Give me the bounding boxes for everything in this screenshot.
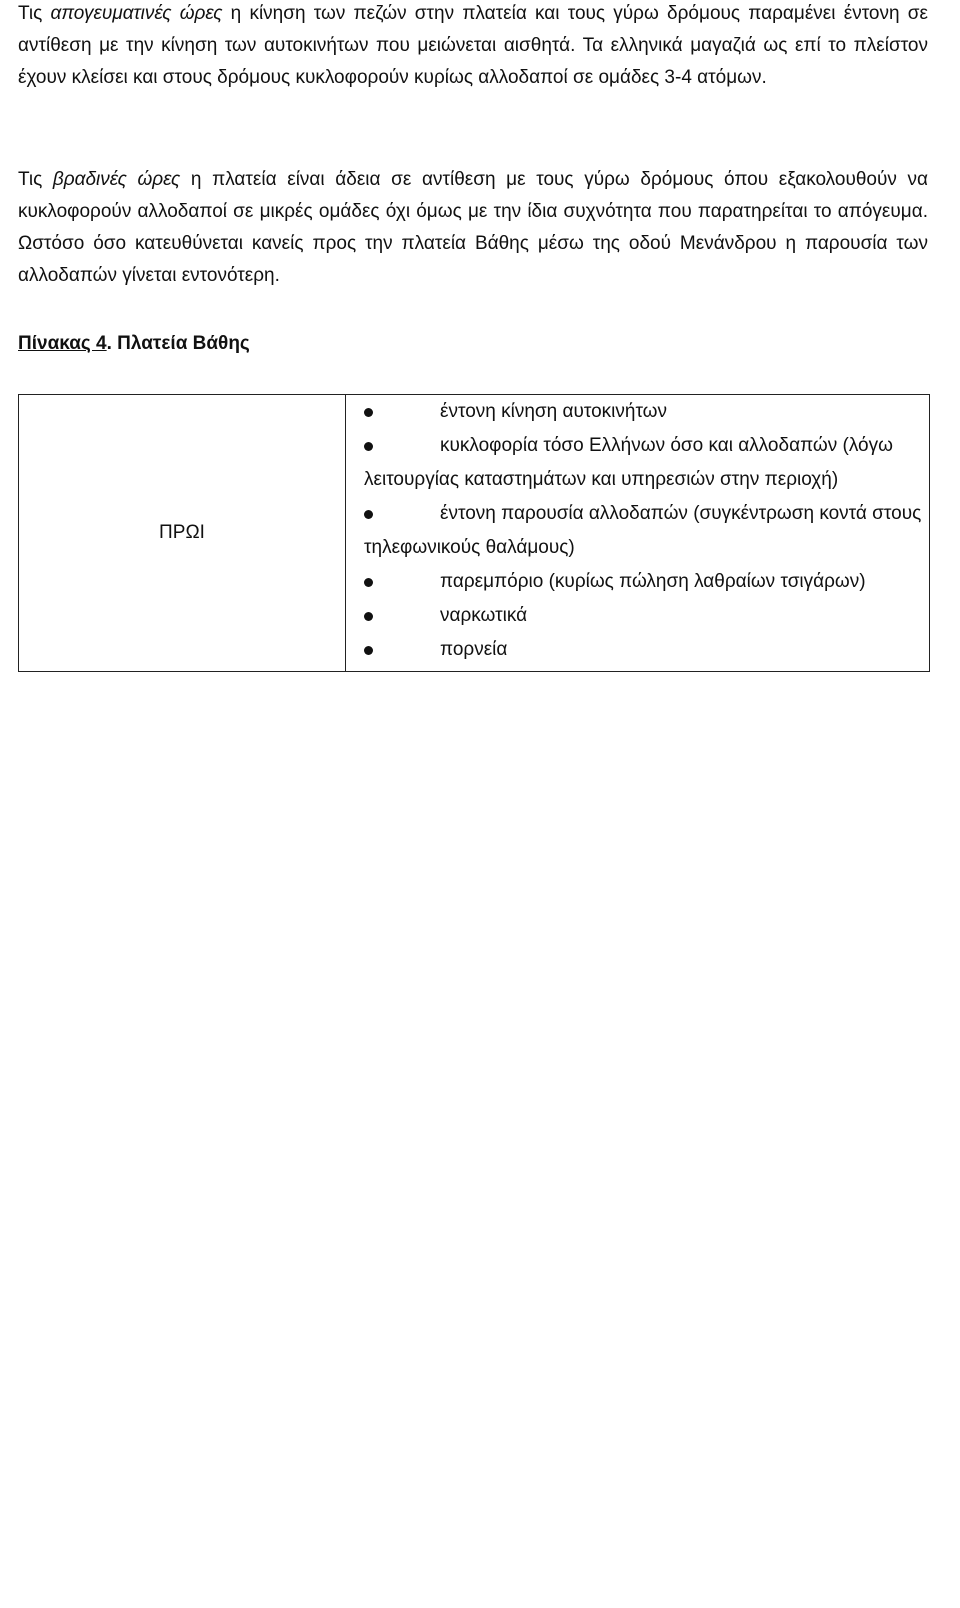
observation-table (18, 394, 930, 672)
caption-label: Πίνακας 4 (18, 333, 107, 354)
bullet-icon (364, 408, 373, 417)
text-run: Τις (18, 3, 51, 24)
paragraph-afternoon (18, 0, 928, 94)
paragraph-evening (18, 164, 928, 292)
bullet-icon (364, 578, 373, 587)
period-cell: ΠΡΩΙ (19, 395, 346, 672)
list-item: παρεμπόριο (κυρίως πώληση λαθραίων τσιγάρων) (364, 565, 929, 599)
list-item: ναρκωτικά (364, 599, 929, 633)
table-caption (18, 330, 250, 358)
text-run: Τις (18, 169, 53, 190)
list-item: έντονη κίνηση αυτοκινήτων (364, 395, 929, 429)
text-run: η πλατεία είναι άδεια σε αντίθεση με τους γύρω δρόμους όπου εξακολουθούν να κυκλοφορούν αλλοδαποί σε μικρές ομάδες όχι όμως με την ίδια συχνότητα που παρατηρείται το απόγευμα. Ωστόσο όσο κατευθύνεται κανείς προς την πλατεία Βάθης μέσω της οδού Μενάνδρου η παρουσία των αλλοδαπών γίνεται εντονότερη. (18, 169, 928, 286)
table-row (19, 395, 930, 672)
bullet-icon (364, 510, 373, 519)
emphasis-text: βραδινές ώρες (52, 169, 181, 190)
emphasis-text: απογευματινές ώρες (50, 3, 223, 24)
items-cell (346, 395, 930, 672)
list-item: πορνεία (364, 633, 929, 667)
bullet-icon (364, 646, 373, 655)
text-run: η κίνηση των πεζών στην πλατεία και τους γύρω δρόμους παραμένει έντονη σε αντίθεση με την κίνηση των αυτοκινήτων που μειώνεται αισθητά. Τα ελληνικά μαγαζιά ως επί το πλείστον έχουν κλείσει και στους δρόμους κυκλοφορούν κυρίως αλλοδαποί σε ομάδες 3-4 ατόμων. (18, 3, 928, 88)
list-item: έντονη παρουσία αλλοδαπών (συγκέντρωση κοντά στους τηλεφωνικούς θαλάμους) (364, 503, 922, 558)
bullet-icon (364, 612, 373, 621)
bullet-icon (364, 442, 373, 451)
list-item: κυκλοφορία τόσο Ελλήνων όσο και αλλοδαπών (λόγω λειτουργίας καταστημάτων και υπηρεσιών στην περιοχή) (364, 435, 893, 490)
caption-title: . Πλατεία Βάθης (106, 333, 250, 354)
